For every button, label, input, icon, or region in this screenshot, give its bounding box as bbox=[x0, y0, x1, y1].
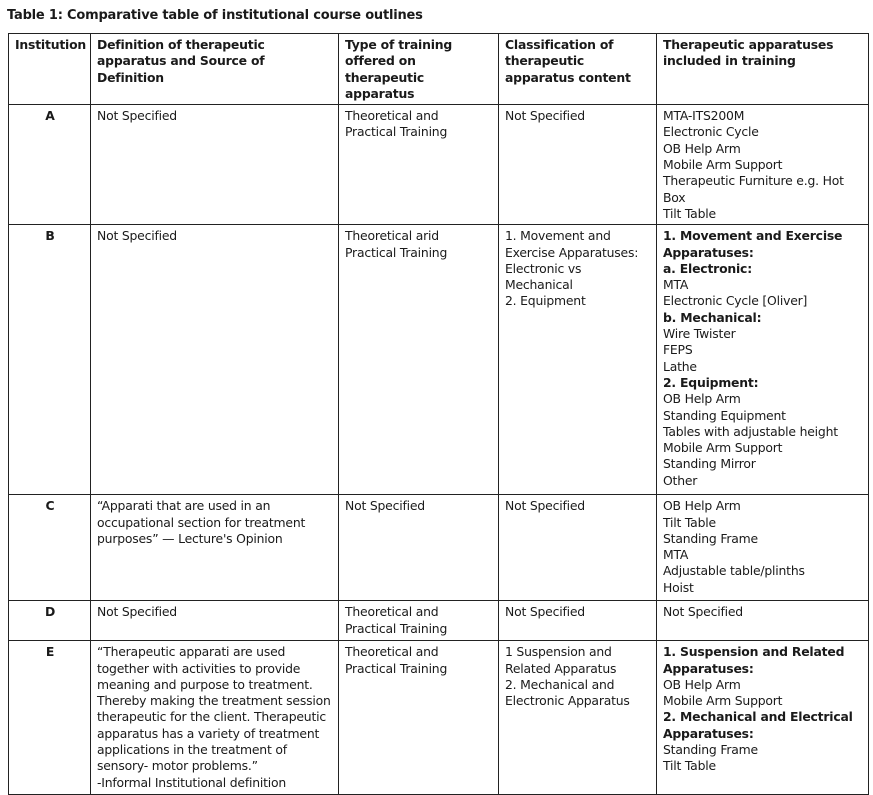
header-institution: Institution bbox=[9, 34, 91, 105]
cell-line: Not Specified bbox=[663, 604, 743, 620]
cell-line: Wire Twister bbox=[663, 326, 736, 342]
table-cell bbox=[499, 105, 657, 225]
cell-line: OB Help Arm bbox=[663, 676, 741, 692]
table-cell bbox=[657, 105, 869, 225]
cell-line: Theoretical arid Practical Training bbox=[345, 228, 448, 260]
cell-line: Theoretical and Practical Training bbox=[345, 644, 448, 676]
cell-line: OB Help Arm bbox=[663, 391, 741, 407]
cell-line: Standing Mirror bbox=[663, 456, 756, 472]
table-cell bbox=[657, 641, 869, 795]
cell-line: Adjustable table/plinths bbox=[663, 563, 805, 579]
table-caption: Table 1: Comparative table of institutional course outlines bbox=[7, 8, 423, 23]
cell-line: 2. Mechanical and Electronic Apparatus bbox=[505, 676, 630, 709]
cell-line: Tilt Table bbox=[663, 758, 716, 774]
cell-line: Hoist bbox=[663, 579, 694, 595]
cell-line: Mobile Arm Support bbox=[663, 440, 783, 456]
cell-line: Not Specified bbox=[97, 604, 177, 620]
table-cell bbox=[657, 225, 869, 495]
cell-line: “Therapeutic apparati are used together with activities to provide meaning and purpose to treatment. Thereby making the treatment session therapeutic for the client. Therapeutic apparatus has a variety of treatment applications in the treatment of sensory- motor problems.” bbox=[97, 644, 331, 774]
table-row bbox=[9, 495, 869, 601]
table-cell bbox=[91, 495, 339, 601]
cell-line: 1. Movement and Exercise Apparatuses: bbox=[663, 228, 843, 260]
cell-line: 2. Equipment: bbox=[663, 374, 759, 390]
cell-line: Electronic Cycle [Oliver] bbox=[663, 293, 808, 309]
table-cell bbox=[91, 105, 339, 225]
cell-line: OB Help Arm bbox=[663, 140, 741, 156]
table-cell bbox=[339, 495, 499, 601]
cell-line: Tables with adjustable height bbox=[663, 423, 838, 439]
table-cell bbox=[499, 641, 657, 795]
table-row bbox=[9, 105, 869, 225]
cell-line: 2. Equipment bbox=[505, 293, 586, 309]
institution-cell: B bbox=[9, 225, 91, 495]
cell-line: Theoretical and Practical Training bbox=[345, 604, 448, 636]
table-cell bbox=[91, 601, 339, 641]
cell-line: Not Specified bbox=[97, 108, 177, 124]
table-row bbox=[9, 641, 869, 795]
table-cell bbox=[499, 601, 657, 641]
cell-line: “Apparati that are used in an occupational section for treatment purposes” — Lecture's Opinion bbox=[97, 498, 306, 546]
cell-line: MTA-ITS200M bbox=[663, 108, 745, 124]
table-row bbox=[9, 601, 869, 641]
table-cell bbox=[657, 495, 869, 601]
institution-cell: D bbox=[9, 601, 91, 641]
cell-line: 1. Suspension and Related Apparatuses: bbox=[663, 644, 845, 676]
cell-line: Standing Equipment bbox=[663, 407, 786, 423]
cell-line: Standing Frame bbox=[663, 742, 758, 758]
cell-line: Mobile Arm Support bbox=[663, 693, 783, 709]
cell-line: MTA bbox=[663, 547, 689, 563]
table-cell bbox=[339, 641, 499, 795]
cell-line: Not Specified bbox=[505, 108, 585, 124]
table-cell bbox=[339, 601, 499, 641]
cell-line: Not Specified bbox=[345, 498, 425, 514]
table-cell bbox=[339, 105, 499, 225]
table-cell bbox=[339, 225, 499, 495]
cell-line: Mobile Arm Support bbox=[663, 157, 783, 173]
cell-line: Theoretical and Practical Training bbox=[345, 108, 448, 140]
header-row bbox=[9, 34, 869, 105]
cell-line: Standing Frame bbox=[663, 530, 758, 546]
cell-line: Tilt Table bbox=[663, 205, 716, 221]
institution-cell: E bbox=[9, 641, 91, 795]
header-classification: Classification of therapeutic apparatus content bbox=[499, 34, 657, 105]
cell-line: 2. Mechanical and Electrical Apparatuses: bbox=[663, 709, 853, 741]
table-cell bbox=[657, 601, 869, 641]
header-apparatuses: Therapeutic apparatuses included in training bbox=[657, 34, 869, 105]
table-cell bbox=[91, 225, 339, 495]
cell-line: 1 Suspension and Related Apparatus bbox=[505, 644, 617, 676]
cell-line: Not Specified bbox=[97, 228, 177, 244]
comparison-table bbox=[8, 33, 869, 795]
cell-line: Electronic Cycle bbox=[663, 124, 759, 140]
cell-line: Therapeutic Furniture e.g. Hot Box bbox=[663, 173, 844, 205]
cell-line: Lathe bbox=[663, 358, 697, 374]
cell-line: Not Specified bbox=[505, 498, 585, 514]
table-cell bbox=[499, 225, 657, 495]
cell-line: b. Mechanical: bbox=[663, 309, 762, 325]
cell-line: 1. Movement and Exercise Apparatuses: Electronic vs Mechanical bbox=[505, 228, 639, 293]
cell-line: MTA bbox=[663, 277, 689, 293]
institution-cell: C bbox=[9, 495, 91, 601]
cell-line: Other bbox=[663, 472, 698, 488]
institution-cell: A bbox=[9, 105, 91, 225]
cell-line: Tilt Table bbox=[663, 514, 716, 530]
header-definition: Definition of therapeutic apparatus and Source of Definition bbox=[91, 34, 339, 105]
header-training-type: Type of training offered on therapeutic apparatus bbox=[339, 34, 499, 105]
cell-line: FEPS bbox=[663, 342, 693, 358]
table-row bbox=[9, 225, 869, 495]
table-cell bbox=[91, 641, 339, 795]
cell-line: -Informal Institutional definition bbox=[97, 774, 287, 790]
cell-line: Not Specified bbox=[505, 604, 585, 620]
cell-line: a. Electronic: bbox=[663, 260, 752, 276]
cell-line: OB Help Arm bbox=[663, 498, 741, 514]
table-cell bbox=[499, 495, 657, 601]
